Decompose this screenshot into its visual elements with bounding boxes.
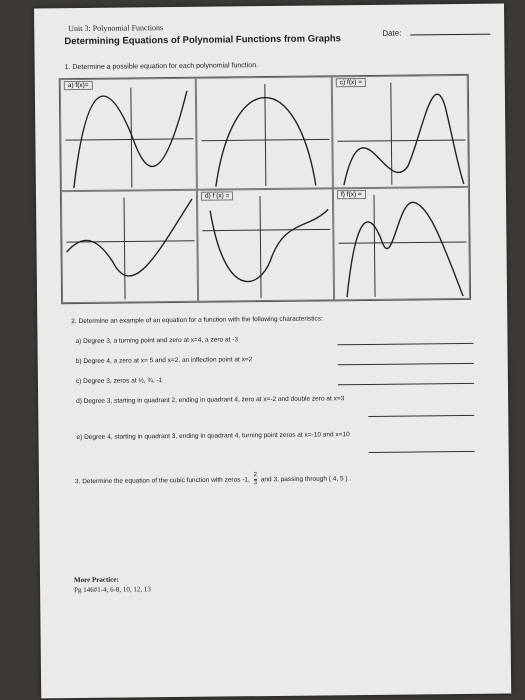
question-2b: b) Degree 4, a zero at x= 5 and x=2, an inflection point at x=2	[75, 356, 253, 366]
worksheet	[34, 4, 511, 699]
graph-a-label: a) f(x)=	[64, 81, 93, 90]
graph-d	[197, 188, 334, 301]
fraction-numerator: 2	[253, 472, 257, 479]
graph-a-plot	[61, 79, 197, 191]
question-2: 2. Determine an example of an equation for a function with the following characteristics:	[71, 315, 323, 326]
question-3-end: and 3, passing through ( 4, 5 ) .	[260, 475, 352, 484]
graph-a	[60, 78, 197, 191]
more-practice-title: More Practice:	[73, 575, 119, 585]
answer-line-2a	[338, 343, 474, 345]
question-3	[75, 471, 351, 489]
answer-line-2e	[369, 451, 475, 453]
fraction-denominator: 3	[253, 480, 258, 487]
graph-d-left	[61, 190, 198, 303]
date-label: Date:	[382, 28, 402, 38]
graph-f	[333, 187, 470, 300]
answer-line-2c	[338, 383, 474, 385]
graph-d-left-plot	[62, 191, 198, 303]
question-2c: c) Degree 3, zeros at ½, ¾, -1	[75, 377, 163, 386]
question-3-start: 3. Determine the equation of the cubic function with zeros -1,	[74, 476, 250, 486]
date-line	[410, 34, 490, 36]
answer-line-2d	[368, 415, 474, 417]
graph-c	[332, 75, 469, 188]
graph-b-plot	[197, 77, 333, 189]
question-2a: a) Degree 3, a turning point and zero at x=4, a zero at -3	[75, 336, 238, 346]
graph-b	[196, 76, 333, 189]
fraction-two-thirds	[254, 472, 258, 487]
answer-line-2b	[338, 363, 474, 365]
graph-d-label: d) f (x) =	[201, 191, 233, 200]
unit-label: Unit 3: Polynomial Functions	[68, 23, 164, 34]
graph-f-plot	[334, 188, 470, 300]
graph-c-label: c) f(x) =	[336, 78, 366, 87]
graph-c-plot	[333, 76, 469, 188]
question-2d: d) Degree 3, starting in quadrant 2, ending in quadrant 4, zero at x=-2 and double zero at x=3	[76, 395, 345, 406]
more-practice-pages: Pg 146#1-4, 6-8, 10, 12, 13	[74, 585, 151, 595]
question-1: 1. Determine a possible equation for each polynomial function.	[64, 62, 259, 72]
page-title: Determining Equations of Polynomial Functions from Graphs	[64, 33, 341, 48]
graph-d-plot	[198, 189, 334, 301]
graph-grid	[59, 74, 471, 304]
question-2e: e) Degree 4, starting in quadrant 3, ending in quadrant 4, turning point zeros at x=-10 and x=10	[76, 431, 350, 442]
graph-f-label: f) f(x) =	[337, 190, 366, 199]
